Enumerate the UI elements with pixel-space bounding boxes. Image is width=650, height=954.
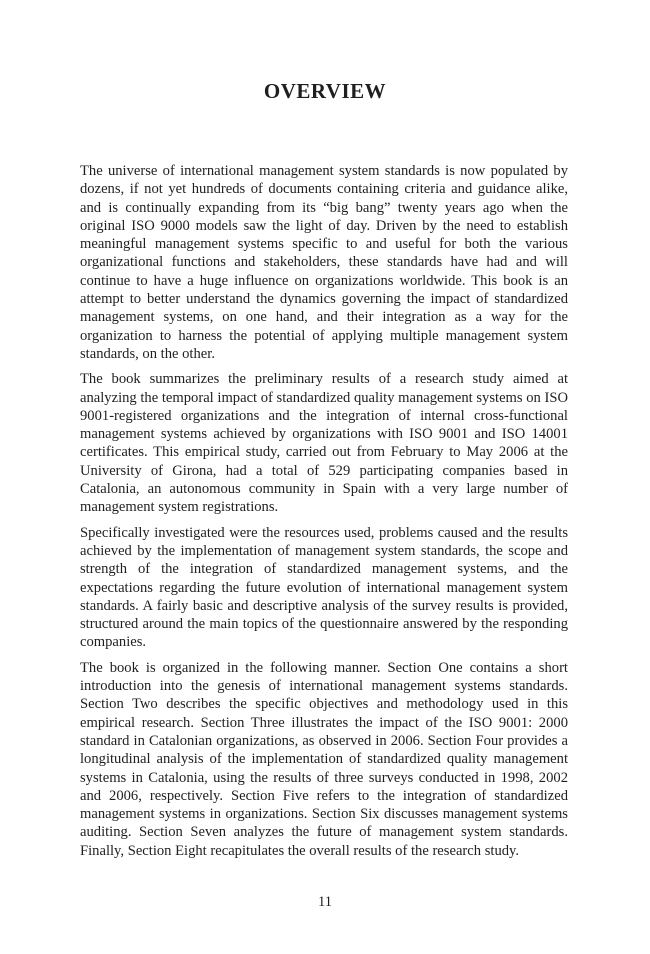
paragraph-4: The book is organized in the following manner. Section One contains a short introduction into the genesis of international management systems standards. Section Two describes the specific objectives and methodology used in this empirical research. Section Three illustrates the impact of the ISO 9001: 2000 standard in Catalonian organizations, as observed in 2006. Section Four provides a longitudinal analysis of the implementation of standardized quality management systems in Catalonia, using the results of three surveys conducted in 1998, 2002 and 2006, respectively. Section Five refers to the integration of standardized management systems in organizations. Section Six discusses management systems auditing. Section Seven analyzes the future of management system standards. Finally, Section Eight recapitulates the overall results of the research study. [80,659,568,859]
paragraph-1: The universe of international management system standards is now populated by dozens, if not yet hundreds of documents containing criteria and guidance alike, and is continually expanding from its “big bang” twenty years ago when the original ISO 9000 models saw the light of day. Driven by the need to establish meaningful management systems specific to and useful for both the various organizational functions and stakeholders, these standards have had and will continue to have a huge influence on organizations worldwide. This book is an attempt to better understand the dynamics governing the impact of standardized management systems, on one hand, and their integration as a way for the organization to harness the potential of applying multiple management system standards, on the other. [80,163,568,362]
body-text [80,162,568,867]
page-number: 11 [318,894,332,910]
paragraph-2: The book summarizes the preliminary results of a research study aimed at analyzing the temporal impact of standardized quality management systems on ISO 9001-registered organizations and the integration of internal cross-functional management systems achieved by organizations with ISO 9001 and ISO 14001 certificates. This empirical study, carried out from February to May 2006 at the University of Girona, had a total of 529 participating companies based in Catalonia, an autonomous community in Spain with a very large number of management system registrations. [80,371,568,516]
page-title: OVERVIEW [263,79,387,103]
paragraph-3: Specifically investigated were the resources used, problems caused and the results achieved by the implementation of management system standards, the scope and strength of the integration of standardized management systems, and the expectations regarding the future evolution of international management system standards. A fairly basic and descriptive analysis of the survey results is provided, structured around the main topics of the questionnaire answered by the responding companies. [80,524,568,651]
